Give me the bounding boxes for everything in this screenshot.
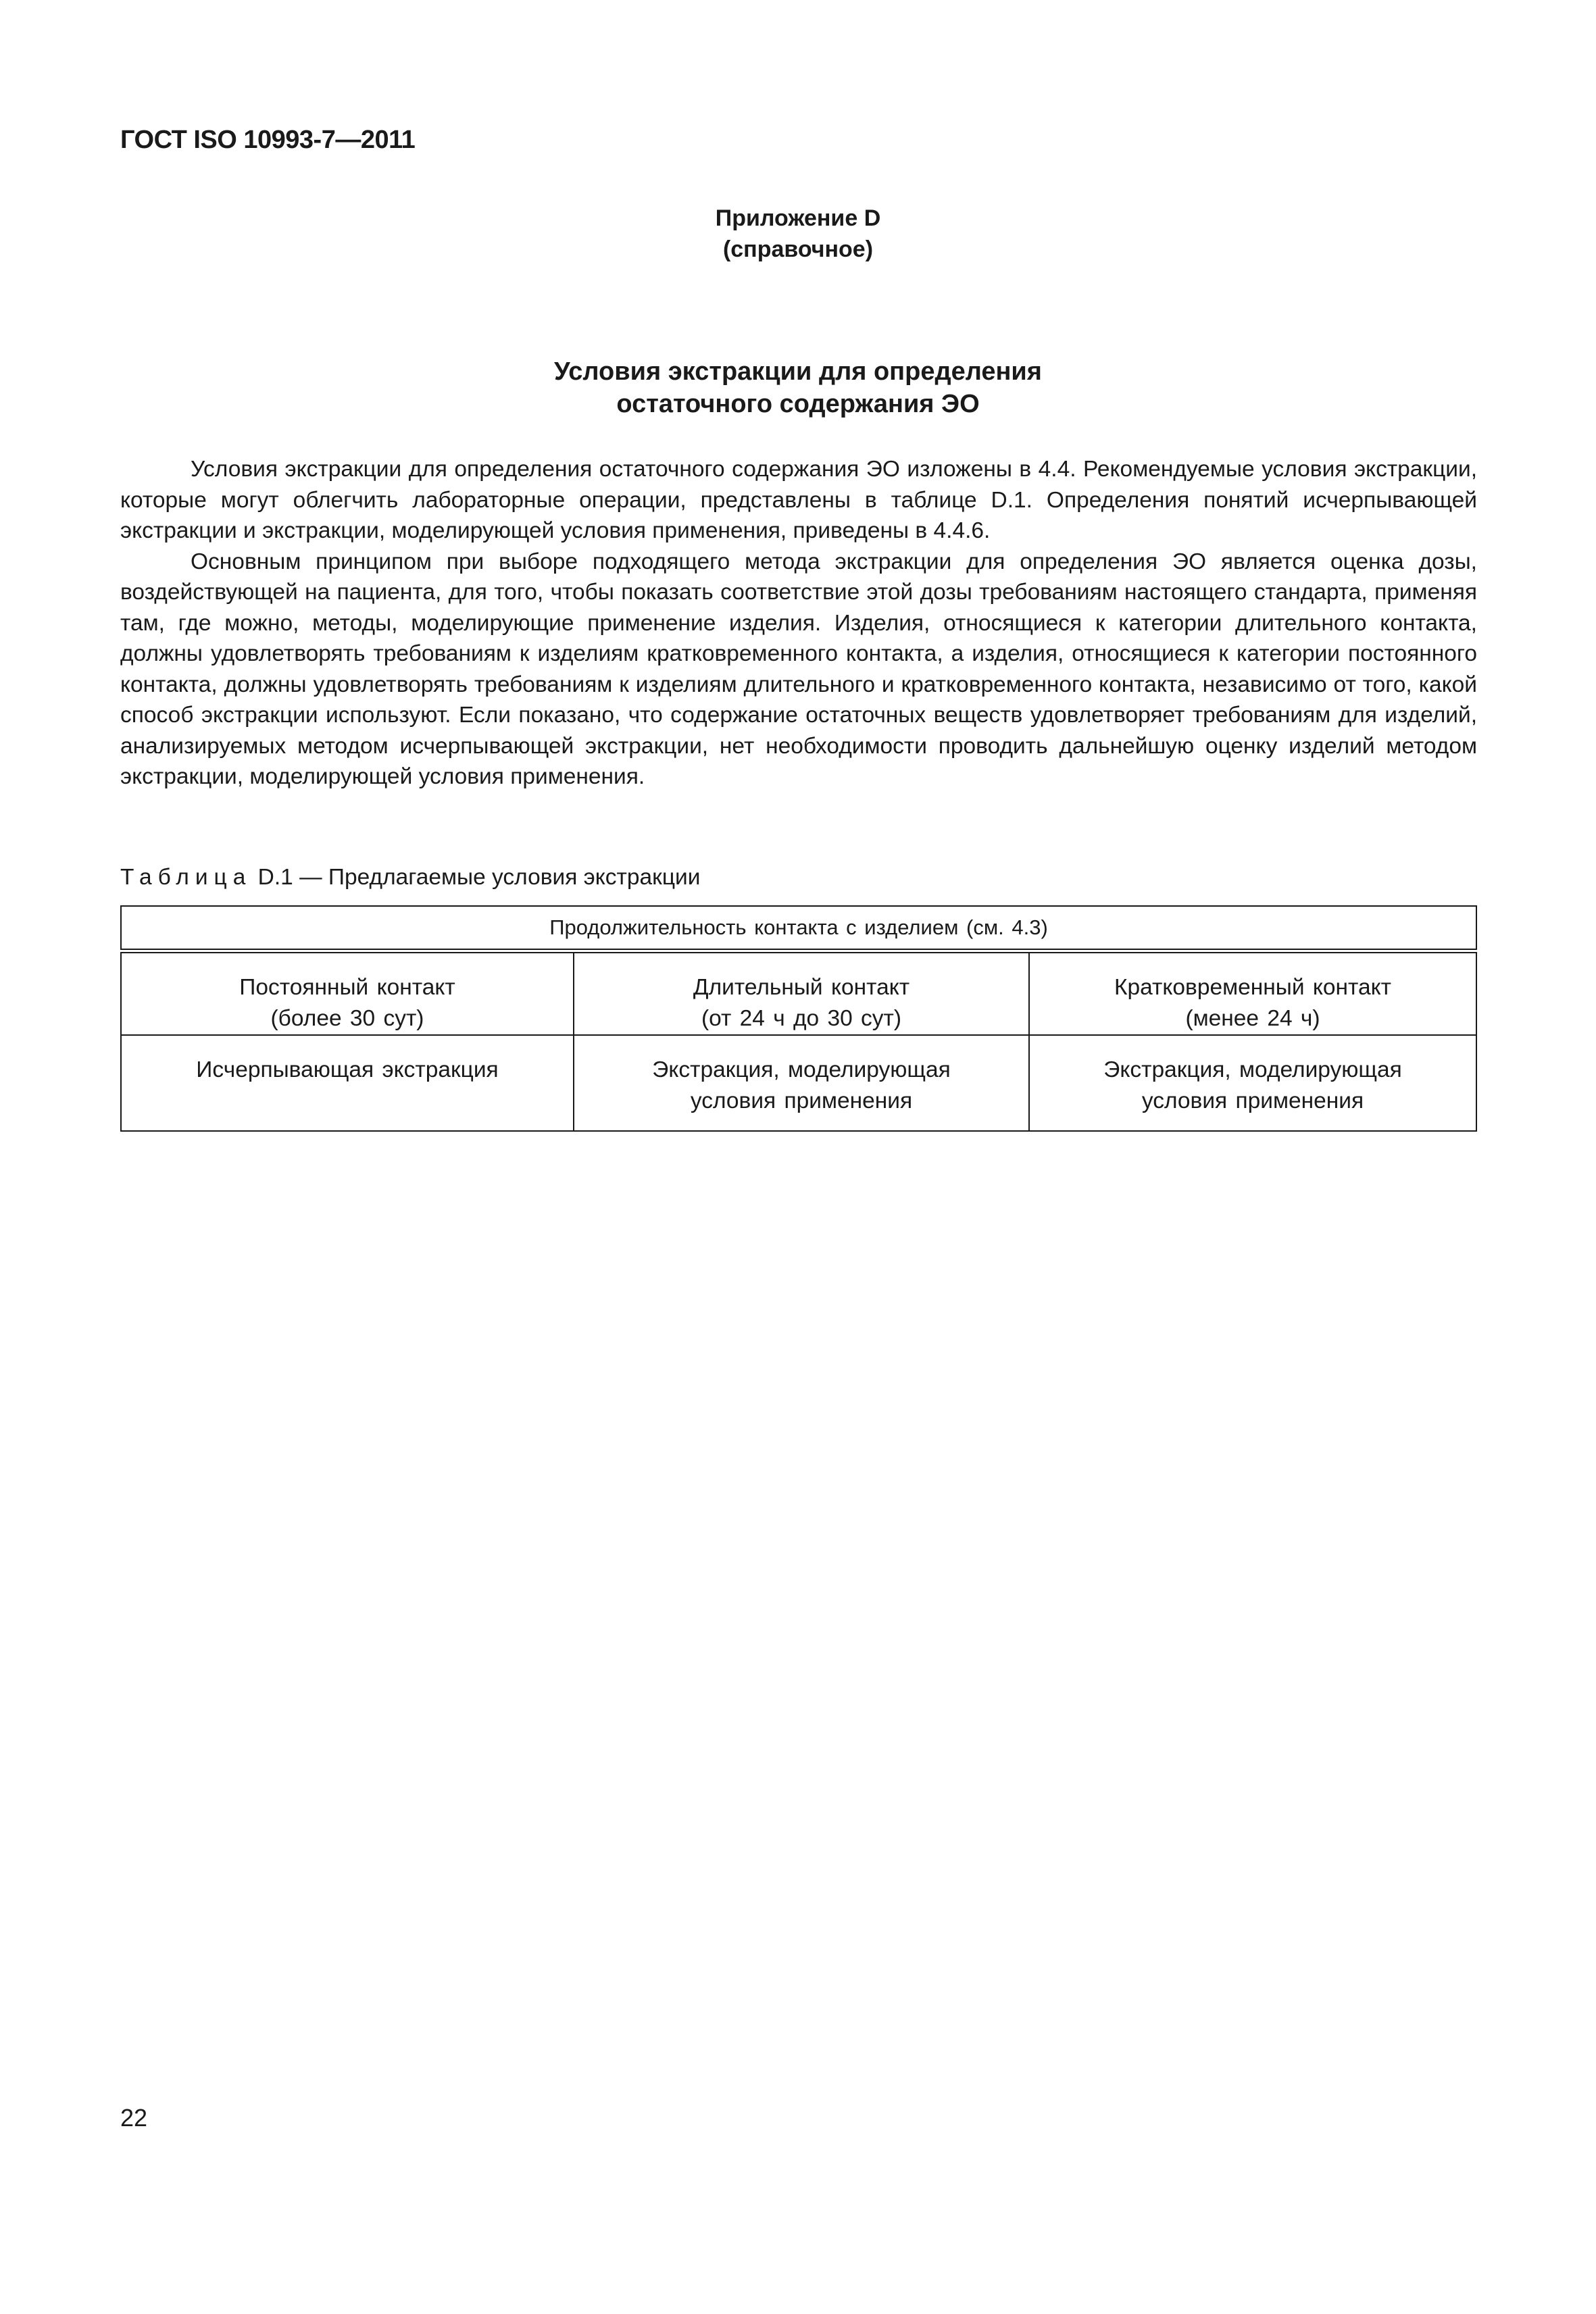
extraction-conditions-table — [120, 905, 1477, 1132]
table-row — [121, 1035, 1476, 1131]
table-header-cell: Продолжительность контакта с изделием (см. 4.3) — [121, 906, 1476, 951]
table-cell — [574, 1035, 1029, 1131]
paragraph: Условия экстракции для определения остаточного содержания ЭО изложены в 4.4. Рекомендуемые условия экстракции, которые могут облегчить лабораторные операции, представлены в таблице D.1. Определения понятий исчерпывающей экстракции и экстракции, моделирующей условия применения, приведены в 4.4.6. — [120, 457, 1477, 543]
document-code: ГОСТ ISO 10993-7—2011 — [120, 126, 416, 154]
table-cell — [574, 951, 1029, 1036]
table-caption-label: Таблица — [120, 865, 252, 890]
extraction-method: Исчерпывающая экстракция — [196, 1057, 499, 1082]
section-title-line-2: остаточного содержания ЭО — [616, 390, 980, 418]
table-header-row — [121, 906, 1476, 951]
contact-duration: (более 30 сут) — [270, 1006, 424, 1031]
table-cell — [1029, 1035, 1476, 1131]
contact-duration: (от 24 ч до 30 сут) — [701, 1006, 902, 1031]
section-title — [0, 355, 1596, 420]
extraction-method-cont: условия применения — [690, 1088, 913, 1113]
extraction-method-cont: условия применения — [1141, 1088, 1364, 1113]
appendix-heading — [0, 203, 1596, 265]
table-cell — [1029, 951, 1476, 1036]
table-row — [121, 951, 1476, 1036]
contact-category: Длительный контакт — [693, 975, 910, 1000]
contact-duration: (менее 24 ч) — [1185, 1006, 1320, 1031]
table-caption — [120, 863, 700, 892]
contact-category: Постоянный контакт — [239, 975, 455, 1000]
appendix-label: Приложение D — [715, 205, 881, 231]
page-number: 22 — [120, 2104, 148, 2132]
extraction-method: Экстракция, моделирующая — [1103, 1057, 1402, 1082]
body-text — [120, 454, 1477, 793]
section-title-line-1: Условия экстракции для определения — [554, 357, 1042, 386]
table-cell — [121, 951, 574, 1036]
paragraph: Основным принципом при выборе подходящего метода экстракции для определения ЭО является оценка дозы, воздействующей на пациента, для того, чтобы показать соответствие этой дозы требованиям настоящего стандарта, применяя там, где можно, методы, моделирующие применение изделия. Изделия, относящиеся к категории длительного контакта, должны удовлетворять требованиям к изделиям кратковременного контакта, а изделия, относящиеся к категории постоянного контакта, должны удовлетворять требованиям к изделиям длительного и кратковременного контакта, независимо от того, какой способ экстракции используют. Если показано, что содержание остаточных веществ удовлетворяет требованиям для изделий, анализируемых методом исчерпывающей экстракции, нет необходимости проводить дальнейшую оценку изделий методом экстракции, моделирующей условия применения. — [120, 549, 1477, 789]
extraction-method: Экстракция, моделирующая — [652, 1057, 951, 1082]
contact-category: Кратковременный контакт — [1114, 975, 1392, 1000]
table-caption-text: D.1 — Предлагаемые условия экстракции — [257, 865, 701, 890]
appendix-type: (справочное) — [722, 236, 874, 262]
table-cell — [121, 1035, 574, 1131]
